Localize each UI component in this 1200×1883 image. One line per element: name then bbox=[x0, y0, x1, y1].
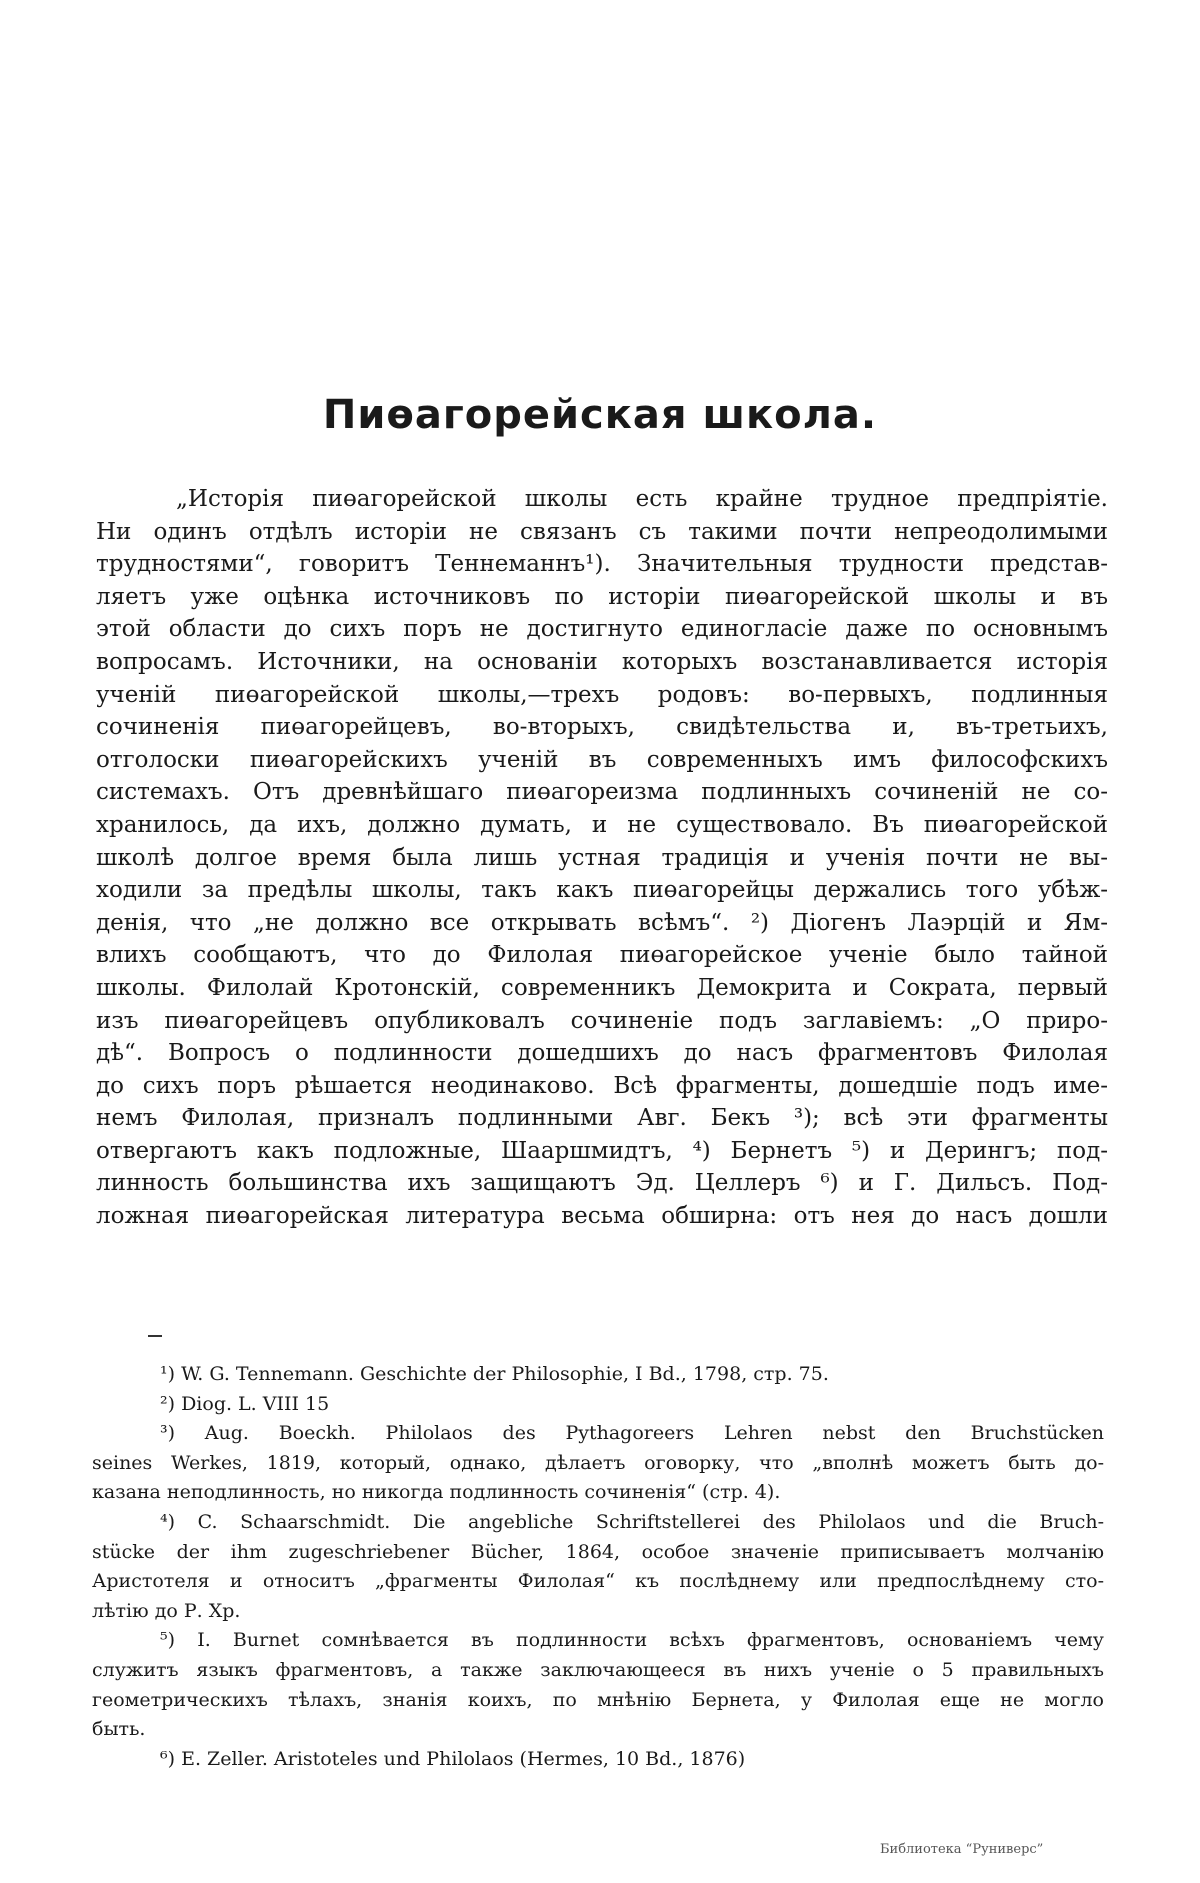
library-watermark: Библиотека “Руниверс” bbox=[880, 1842, 1044, 1857]
page-title: Пиөагорейская школа. bbox=[322, 392, 878, 438]
footnote-3-cont: seines Werkes, 1819, который, однако, дѣлаетъ оговорку, что „вполнѣ можетъ быть до- bbox=[92, 1451, 1104, 1474]
text-line: ходили за предѣлы школы, такъ какъ пиөагорейцы держались того убѣж- bbox=[96, 877, 1108, 904]
text-line: линность большинства ихъ защищаютъ Эд. Целлеръ ⁶) и Г. Дильсъ. Под- bbox=[96, 1170, 1108, 1197]
text-line: ляетъ уже оцѣнка источниковъ по исторіи пиөагорейской школы и въ bbox=[96, 583, 1108, 610]
text-line: отвергаютъ какъ подложные, Шааршмидтъ, ⁴) Бернетъ ⁵) и Дерингъ; под- bbox=[96, 1137, 1108, 1164]
text-line: „Исторія пиөагорейской школы есть крайне трудное предпріятіе. bbox=[176, 486, 1108, 512]
text-line: хранилось, да ихъ, должно думать, и не существовало. Въ пиөагорейской bbox=[96, 811, 1108, 838]
text-line: трудностями“, говоритъ Теннеманнъ¹). Значительныя трудности представ- bbox=[96, 551, 1108, 578]
text-line: Ни одинъ отдѣлъ исторіи не связанъ съ такими почти непреодолимыми bbox=[96, 518, 1108, 545]
main-text bbox=[96, 483, 1108, 1233]
text-line: отголоски пиөагорейскихъ ученій въ современныхъ имъ философскихъ bbox=[96, 746, 1108, 773]
text-line: дѣ“. Вопросъ о подлинности дошедшихъ до насъ фрагментовъ Филолая bbox=[96, 1040, 1108, 1067]
text-line: до сихъ поръ рѣшается неодинаково. Всѣ фрагменты, дошедшіе подъ име- bbox=[96, 1072, 1108, 1099]
footnote-4-cont: Аристотеля и относитъ „фрагменты Филолая“ къ послѣднему или предпослѣднему сто- bbox=[92, 1570, 1104, 1593]
footnote-1: ¹) W. G. Tennemann. Geschichte der Philosophie, I Bd., 1798, стр. 75. bbox=[160, 1363, 829, 1385]
footnote-4-cont: лѣтію до Р. Хр. bbox=[92, 1599, 241, 1622]
text-line: сочиненія пиөагорейцевъ, во-вторыхъ, свидѣтельства и, въ-третьихъ, bbox=[96, 714, 1108, 741]
footnote-5-cont: геометрическихъ тѣлахъ, знанія коихъ, по мнѣнію Бернета, у Филолая еще не могло bbox=[92, 1688, 1104, 1711]
footnotes bbox=[92, 1360, 1104, 1774]
footnote-5-cont: служитъ языкъ фрагментовъ, а также заключающееся въ нихъ ученіе о 5 правильныхъ bbox=[92, 1658, 1104, 1681]
text-line: денія, что „не должно все открывать всѣмъ“. ²) Діогенъ Лаэрцій и Ям- bbox=[96, 909, 1108, 936]
text-line: этой области до сихъ поръ не достигнуто единогласіе даже по основнымъ bbox=[96, 616, 1108, 643]
text-line: школы. Филолай Кротонскій, современникъ Демокрита и Сократа, первый bbox=[96, 974, 1108, 1001]
footnote-3: ³) Aug. Boeckh. Philolaos des Pythagoreers Lehren nebst den Bruchstücken bbox=[160, 1422, 1104, 1445]
footnote-separator bbox=[148, 1335, 162, 1337]
footnote-5-cont: быть. bbox=[92, 1718, 146, 1741]
footnote-5: ⁵) I. Burnet сомнѣвается въ подлинности всѣхъ фрагментовъ, основаніемъ чему bbox=[160, 1629, 1104, 1652]
footnote-4: ⁴) C. Schaarschmidt. Die angebliche Schriftstellerei des Philolaos und die Bruch- bbox=[160, 1510, 1104, 1533]
footnote-3-cont: казана неподлинность, но никогда подлинность сочиненія“ (стр. 4). bbox=[92, 1481, 781, 1504]
footnote-2: ²) Diog. L. VIII 15 bbox=[160, 1392, 330, 1415]
text-line: влихъ сообщаютъ, что до Филолая пиөагорейское ученіе было тайной bbox=[96, 942, 1108, 969]
text-line: ученій пиөагорейской школы,—трехъ родовъ: во-первыхъ, подлинныя bbox=[96, 681, 1108, 708]
text-line: ложная пиөагорейская литература весьма обширна: отъ нея до насъ дошли bbox=[96, 1203, 1108, 1230]
text-line: немъ Филолая, призналъ подлинными Авг. Бекъ ³); всѣ эти фрагменты bbox=[96, 1105, 1108, 1132]
footnote-4-cont: stücke der ihm zugeschriebener Bücher, 1864, особое значеніе приписываетъ молчанію bbox=[92, 1540, 1104, 1563]
footnote-6: ⁶) E. Zeller. Aristoteles und Philolaos (Hermes, 10 Bd., 1876) bbox=[160, 1747, 746, 1770]
text-line: системахъ. Отъ древнѣйшаго пиөагореизма подлинныхъ сочиненій не со- bbox=[96, 779, 1108, 806]
text-line: вопросамъ. Источники, на основаніи которыхъ возстанавливается исторія bbox=[96, 648, 1108, 675]
text-line: школѣ долгое время была лишь устная традиція и ученія почти не вы- bbox=[96, 844, 1108, 871]
text-line: изъ пиөагорейцевъ опубликовалъ сочиненіе подъ заглавіемъ: „О приро- bbox=[96, 1007, 1108, 1034]
